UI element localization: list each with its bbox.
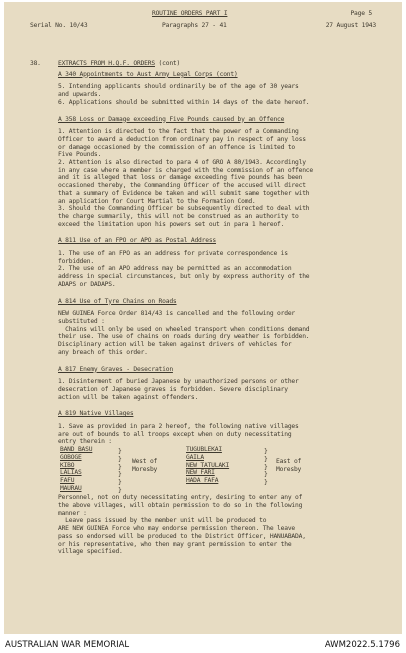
location-east: East of Moresby	[276, 458, 302, 473]
location-west: West of Moresby	[132, 458, 158, 473]
section-e-title: A 817 Enemy Graves - Desecration	[58, 365, 173, 373]
village-name: HADA FAFA	[186, 476, 219, 484]
village-list	[60, 446, 386, 494]
archive-reference: AWM2022.5.1796	[324, 640, 400, 650]
village-name: NEW TATULAKI	[186, 461, 230, 469]
village-name: MAURAU	[60, 484, 82, 492]
section-c-title: A 811 Use of an FPO or APO as Postal Address	[58, 237, 217, 245]
village-name: LALIAS	[60, 469, 82, 477]
item-number: 38.	[30, 60, 41, 67]
item-content	[58, 60, 386, 556]
village-name: TUGUBLEKAI	[186, 446, 222, 454]
paragraph-range: Paragraphs 27 - 41	[162, 22, 227, 29]
village-name: NEW FARI	[186, 469, 215, 477]
brace-east: } } } } }	[264, 448, 268, 486]
section-b-title: A 358 Loss or Damage exceeding Five Pounds caused by an Offence	[58, 115, 285, 123]
village-name: BAND BASU	[60, 446, 93, 454]
section-d-title: A 814 Use of Tyre Chains on Roads	[58, 297, 177, 305]
document-title: ROUTINE ORDERS PART I	[152, 10, 228, 17]
village-name: GOBOGE	[60, 453, 82, 461]
section-f-intro: 1. Save as provided in para 2 hereof, the following native villages are out of bounds to all troops except when on duty necessitating entry therein :	[58, 423, 299, 446]
villages-west-column	[60, 446, 118, 494]
document-date: 27 August 1943	[325, 22, 376, 29]
archive-footer	[0, 638, 406, 653]
village-name: KIBO	[60, 461, 75, 469]
archive-name: AUSTRALIAN WAR MEMORIAL	[5, 640, 130, 650]
brace-west: } } } } } }	[118, 448, 122, 494]
section-d-text: NEW GUINEA Force Order 814/43 is cancelled and the following order substituted : Chains will only be used on wheeled transport when conditions demand their use. The use of chains on roads during dry weather is forbidden. Disciplinary action will be taken against drivers of vehicles for any breach of this order.	[58, 310, 310, 356]
village-name: FAFU	[60, 476, 75, 484]
section-b-text: 1. Attention is directed to the fact that the power of a Commanding Officer to award a deduction from ordinary pay in respect of any loss or damage occasioned by the commission of an offence is limited to Five Pounds. 2. Attention is also directed to para 4 of GRO A 80/1943. Accordingly in any case where a member is charged with the commission of an offence and it is alleged that loss or damage exceeding five pounds has been occasioned thereby, the Commanding Officer of the accused will direct that a summary of Evidence be taken and will submit same together with an application for Court Martial to the Formation Comd. 3. Should the Commanding Officer be subsequently directed to deal with the charge summarily, this will not be construed as an authority to exceed the limitation upon his powers set out in para 1 hereof.	[58, 128, 313, 228]
document-header	[4, 10, 402, 32]
section-f-text: Personnel, not on duty necessitating entry, desiring to enter any of the above villages, will obtain permission to do so in the following manner : Leave pass issued by the member unit will be produced to ARE NEW GUINEA Force who may endorse permission thereon. The leave pass so endorsed will be produced to the District Officer, HANUABADA, or his representative, who then may grant permission to enter the village specified.	[58, 494, 306, 556]
serial-number: Serial No. 10/43	[30, 22, 88, 29]
section-a-text: 5. Intending applicants should ordinarily be of the age of 30 years and upwards. 6. Applications should be submitted within 14 days of the date hereof.	[58, 83, 310, 106]
village-name: GAILA	[186, 453, 204, 461]
section-c-text: 1. The use of an FPO as an address for private correspondence is forbidden. 2. The use of an APO address may be permitted as an accommodation address in special circumstances, but only by express authority of the ADAPS or DADAPS.	[58, 250, 310, 288]
section-e-text: 1. Disinterment of buried Japanese by unauthorized persons or other desecration of Japanese graves is forbidden. Severe disciplinary action will be taken against offenders.	[58, 378, 299, 401]
item-heading: EXTRACTS FROM H.Q.F. ORDERS (cont)	[58, 60, 181, 67]
section-f-title: A 819 Native Villages	[58, 410, 134, 418]
page-number: Page 5	[350, 10, 372, 17]
villages-east-column	[186, 446, 264, 494]
document-page	[4, 2, 402, 634]
section-a-title: A 340 Appointments to Aust Army Legal Corps (cont)	[58, 70, 238, 78]
